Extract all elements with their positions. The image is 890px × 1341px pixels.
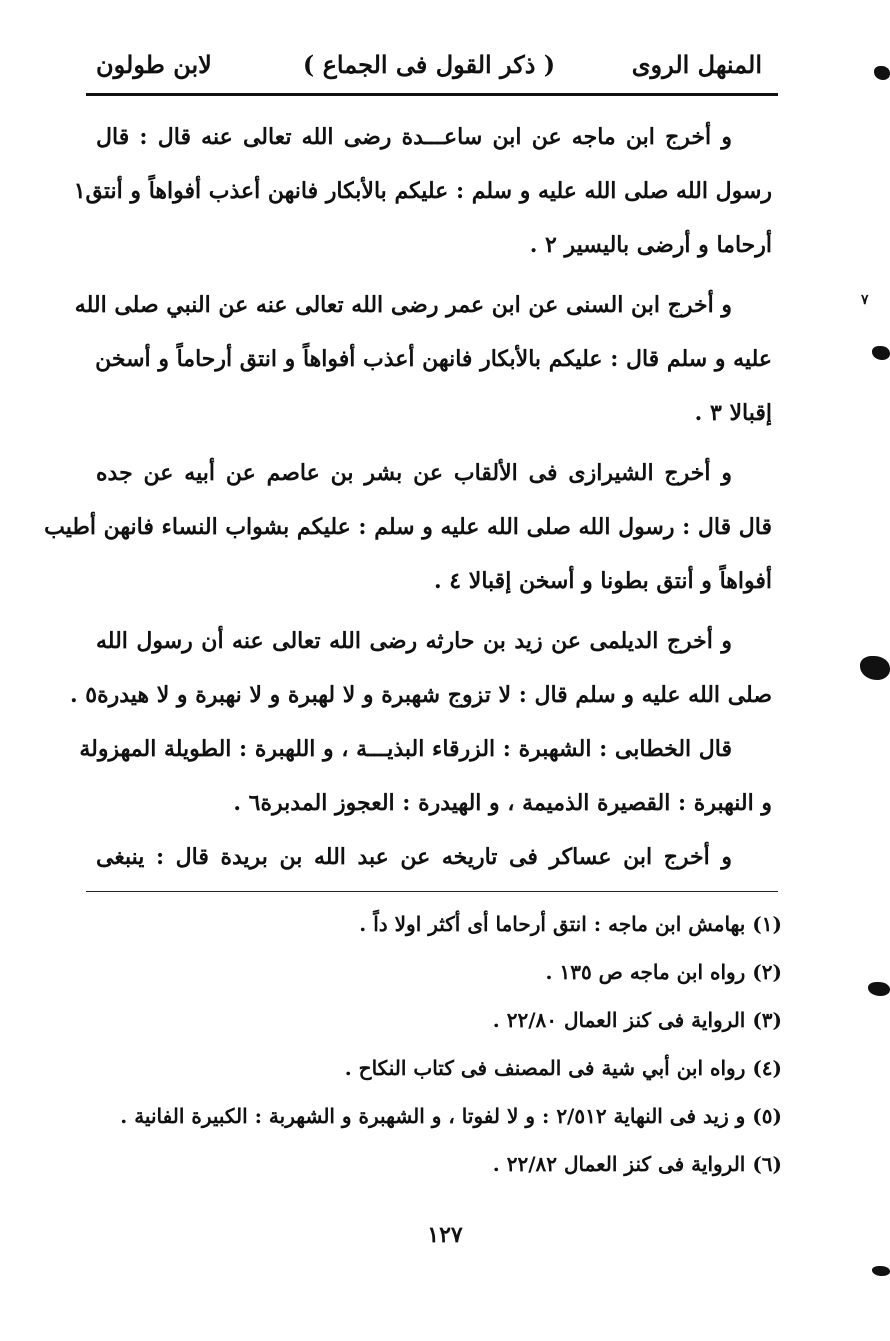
text-line: و أخرج ابن السنى عن ابن عمر رضى الله تعالى عنه عن النبي صلى الله [74,292,732,318]
paragraph-5 [79,722,772,830]
footnote-3: (٣) الرواية فى كنز العمال ٢٢/٨٠ . [492,1008,782,1032]
header-author: لابن طولون [96,50,212,79]
paragraph-1 [73,110,772,272]
paragraph-2 [74,278,772,440]
header-chapter-title: ( ذكر القول فى الجماع ) [302,50,556,79]
margin-ink-blot [872,346,890,360]
text-line: و أخرج الديلمى عن زيد بن حارثه رضى الله تعالى عنه أن رسول الله [96,628,732,654]
footnote-1: (١) بهامش ابن ماجه : انتق أرحاما أى أكثر اولا داً . [359,912,782,936]
footnote-5: (٥) و زيد فى النهاية ٢/٥١٢ : و لا لفوتا ، و الشهبرة و الشهربة : الكبيرة الفانية . [120,1104,782,1128]
text-line: صلى الله عليه و سلم قال : لا تزوج شهبرة و لا لهبرة و لا نهبرة و لا هيدرة٥ . [69,682,772,708]
margin-ink-blot [860,656,890,680]
header-rule [86,93,778,96]
text-line: قال قال : رسول الله صلى الله عليه و سلم : عليكم بشواب النساء فانهن أطيب [44,514,772,540]
text-line: أفواهاً و أنتق بطونا و أسخن إقبالا ٤ . [433,568,772,594]
footnote-4: (٤) رواه ابن أبي شية فى المصنف فى كتاب النكاح . [344,1056,782,1080]
text-line: و أخرج ابن ماجه عن ابن ساعـــدة رضى الله تعالى عنه قال : قال [96,124,732,150]
paragraph-4 [69,614,772,722]
footnote-2: (٢) رواه ابن ماجه ص ١٣٥ . [545,960,782,984]
running-header [92,50,766,94]
margin-ink-blot [868,982,890,996]
margin-ink-blot [872,1266,890,1276]
text-line: و أخرج ابن عساكر فى تاريخه عن عبد الله بن بريدة قال : ينبغى [96,844,732,870]
page-number: ١٢٧ [427,1222,463,1248]
text-line: و النهبرة : القصيرة الذميمة ، و الهيدرة : العجوز المدبرة٦ . [233,790,772,816]
text-line: عليه و سلم قال : عليكم بالأبكار فانهن أعذب أفواهاً و انتق أرحاماً و أسخن [95,346,772,372]
text-line: و أخرج الشيرازى فى الألقاب عن بشر بن عاصم عن أبيه عن جده [96,460,732,486]
paragraph-3 [44,446,772,608]
text-line: أرحاما و أرضى باليسير ٢ . [529,232,772,258]
footnotes [102,900,782,1188]
margin-ink-blot [874,66,890,80]
text-line: إقبالا ٣ . [694,400,772,426]
paragraph-6 [96,830,772,884]
footnote-rule [86,891,778,892]
text-line: قال الخطابى : الشهبرة : الزرقاء البذيـــة ، و اللهبرة : الطويلة المهزولة [79,736,732,762]
header-book-title: المنهل الروى [631,50,762,79]
main-text [44,110,772,884]
text-line: رسول الله صلى الله عليه و سلم : عليكم بالأبكار فانهن أعذب أفواهاً و أنتق١ [73,178,772,204]
footnote-6: (٦) الرواية فى كنز العمال ٢٢/٨٢ . [492,1152,782,1176]
margin-number: ٧ [861,292,869,308]
